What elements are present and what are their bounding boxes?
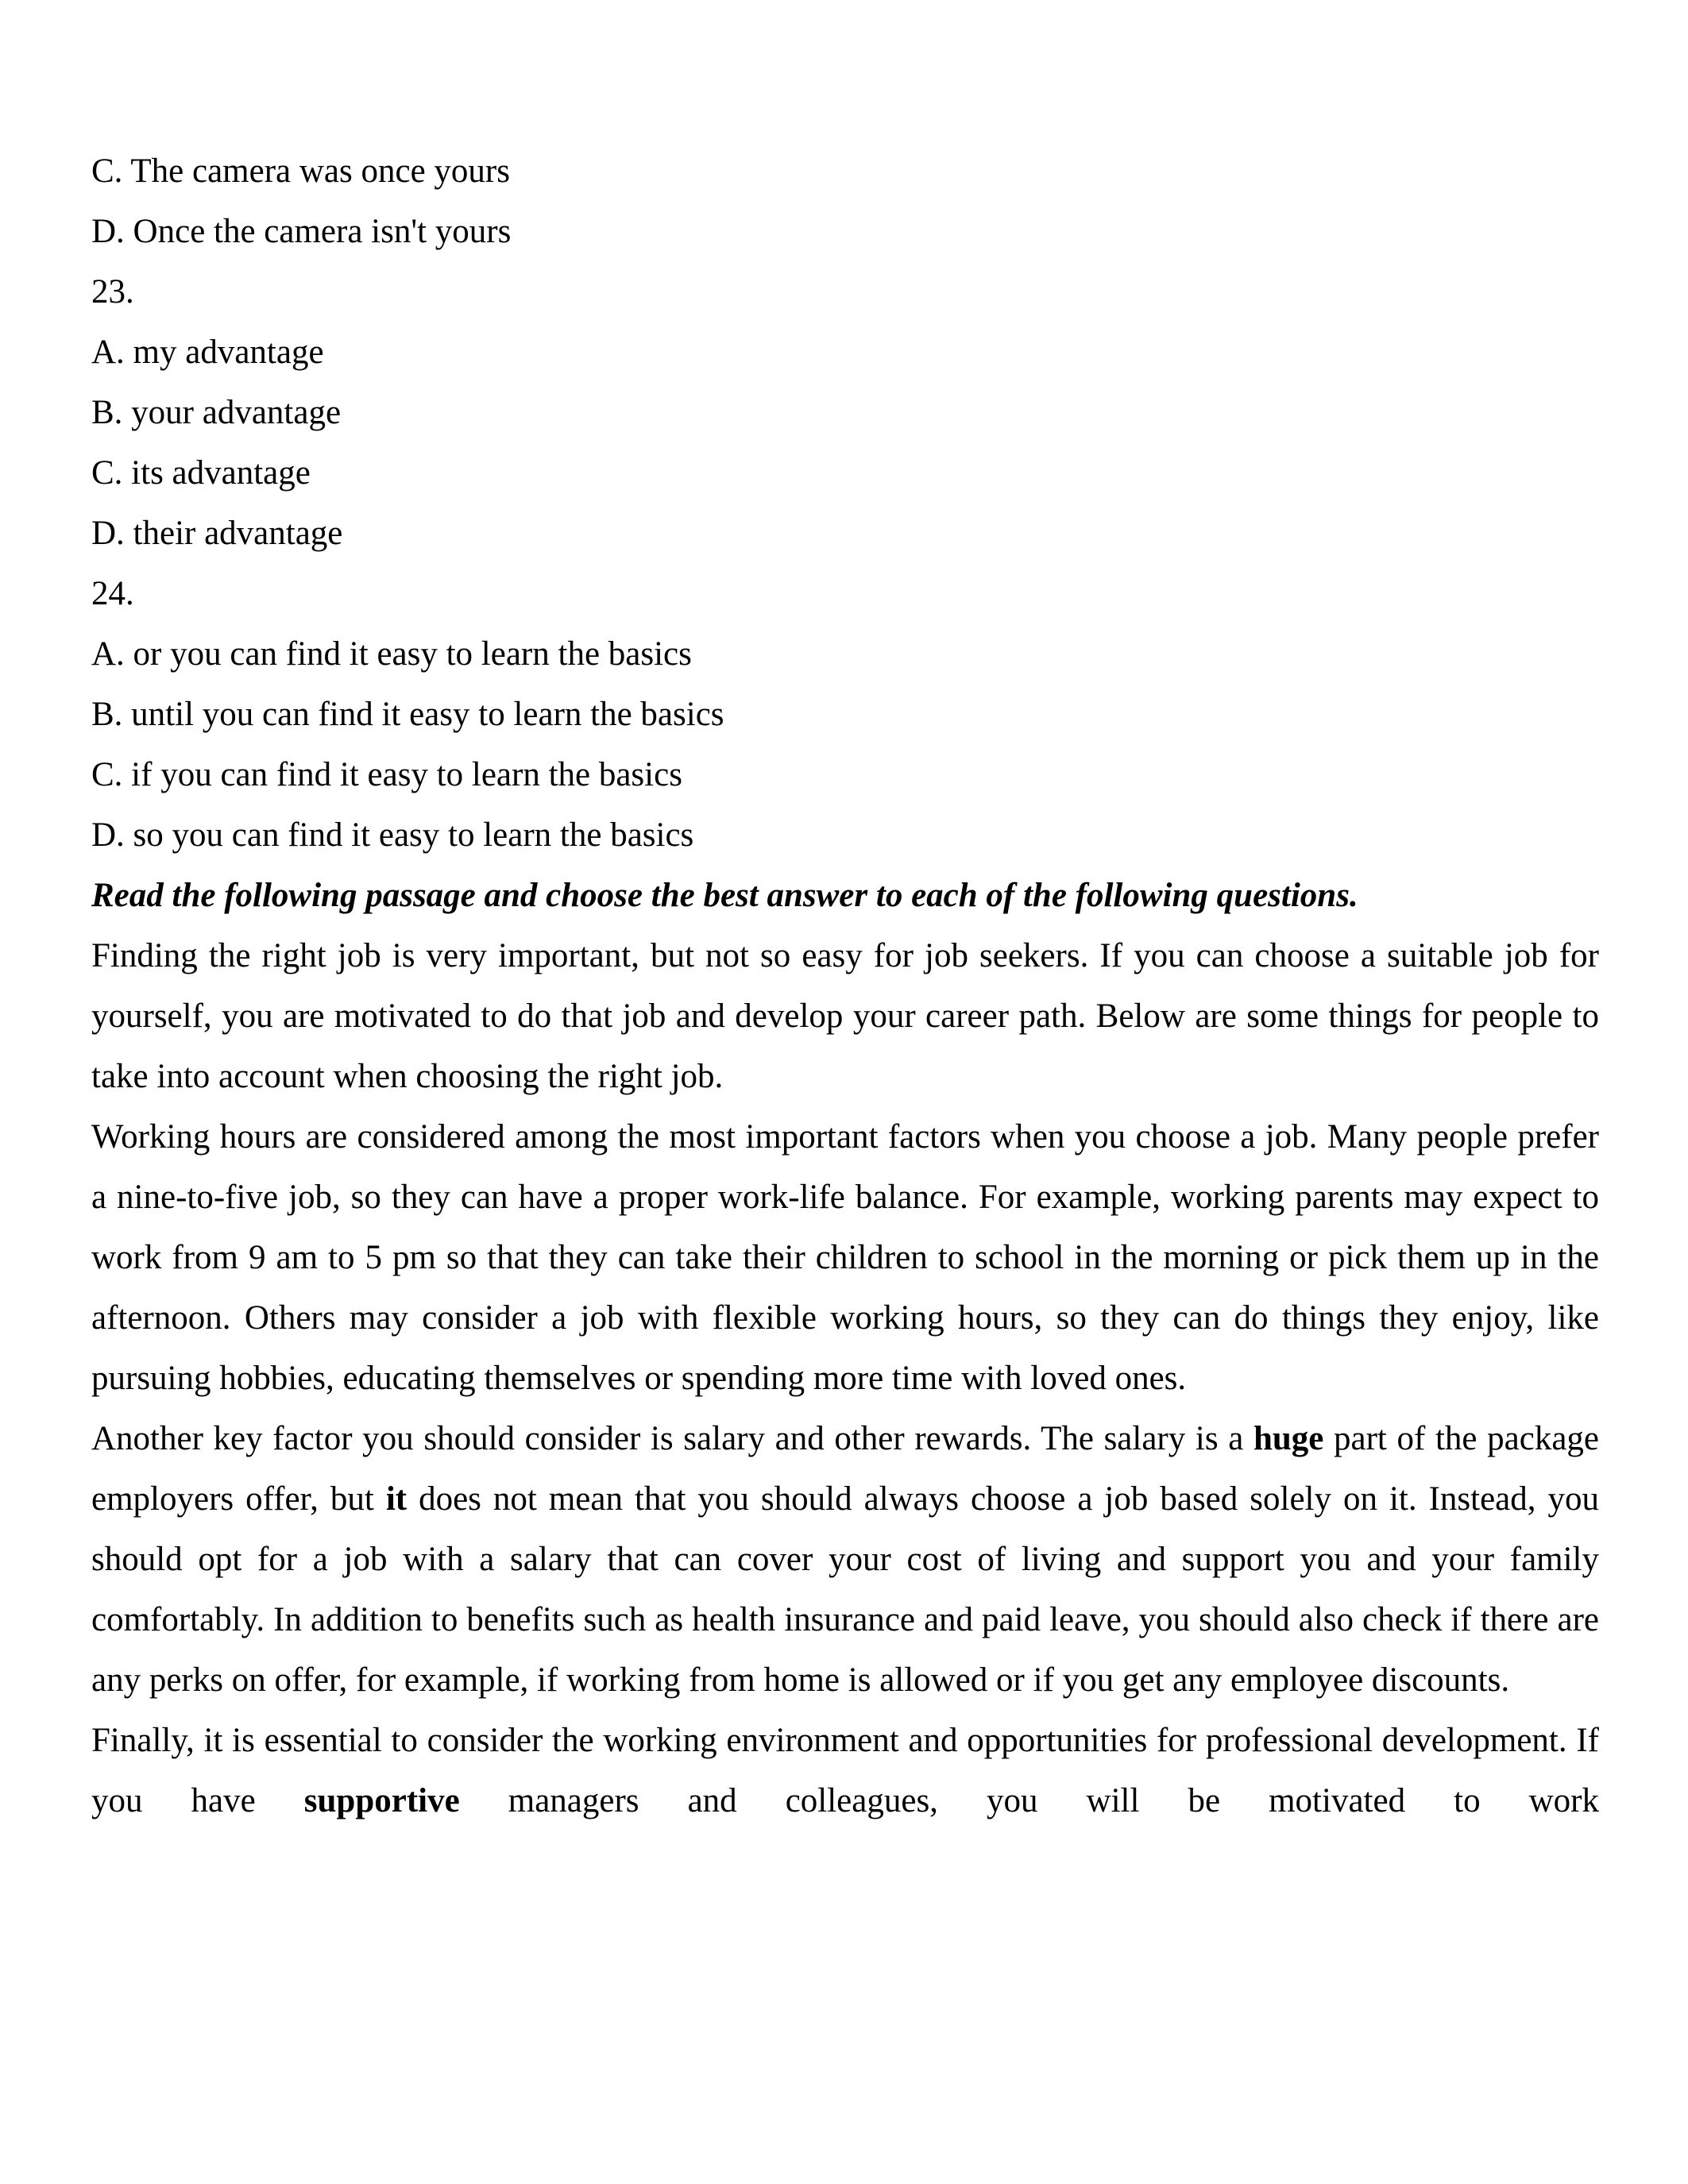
text-segment: Another key factor you should consider is salary and other rewards. The salary is a (91, 1420, 1253, 1457)
passage-paragraph-3 (91, 1409, 1599, 1711)
option-line-23a: A. my advantage (91, 334, 324, 371)
option-line-23b: B. your advantage (91, 394, 342, 431)
passage-paragraph-1 (91, 926, 1599, 1107)
option-line-24a: A. or you can find it easy to learn the basics (91, 635, 692, 673)
option-line-22d: D. Once the camera isn't yours (91, 213, 512, 250)
option-line-22c: C. The camera was once yours (91, 152, 510, 190)
passage-paragraph-4 (91, 1711, 1599, 1831)
text-segment: Finding the right job is very important, but not so easy for job seekers. If you can choose a suitable job for yourself, you are motivated to do that job and develop your career path. Below are some things for people to take into account when choosing the right job. (91, 937, 1599, 1095)
reading-instruction: Read the following passage and choose the best answer to each of the following questions. (91, 877, 1358, 914)
bold-word-huge: huge (1253, 1420, 1324, 1457)
option-line-24b: B. until you can find it easy to learn the basics (91, 696, 724, 733)
text-segment: part of the package employers offer, but (91, 1420, 1600, 1518)
option-line-24c: C. if you can find it easy to learn the basics (91, 756, 682, 793)
question-number-24: 24. (91, 575, 134, 612)
option-line-24d: D. so you can find it easy to learn the basics (91, 816, 694, 854)
text-segment: managers and colleagues, you will be motivated to work (459, 1782, 1599, 1819)
text-segment: Working hours are considered among the most important factors when you choose a job. Many people prefer a nine-to-five job, so they can have a proper work-life balance. For example, working parents may expect to work from 9 am to 5 pm so that they can take their children to school in the morning or pick them up in the afternoon. Others may consider a job with flexible working hours, so they can do things they enjoy, like pursuing hobbies, educating themselves or spending more time with loved ones. (91, 1118, 1599, 1397)
option-line-23c: C. its advantage (91, 454, 311, 492)
option-line-23d: D. their advantage (91, 515, 343, 552)
passage-paragraph-2 (91, 1107, 1599, 1409)
text-segment: does not mean that you should always choose a job based solely on it. Instead, you should opt for a job with a salary that can cover your cost of living and support you and your family comfortably. In addition to benefits such as health insurance and paid leave, you should also check if there are any perks on offer, for example, if working from home is allowed or if you get any employee discounts. (91, 1480, 1599, 1699)
bold-word-supportive: supportive (303, 1782, 460, 1819)
bold-word-it: it (385, 1480, 408, 1518)
text-segment: Finally, it is essential to consider the working environment and opportunities for professional development. If you have (91, 1722, 1599, 1819)
question-number-23: 23. (91, 273, 134, 311)
